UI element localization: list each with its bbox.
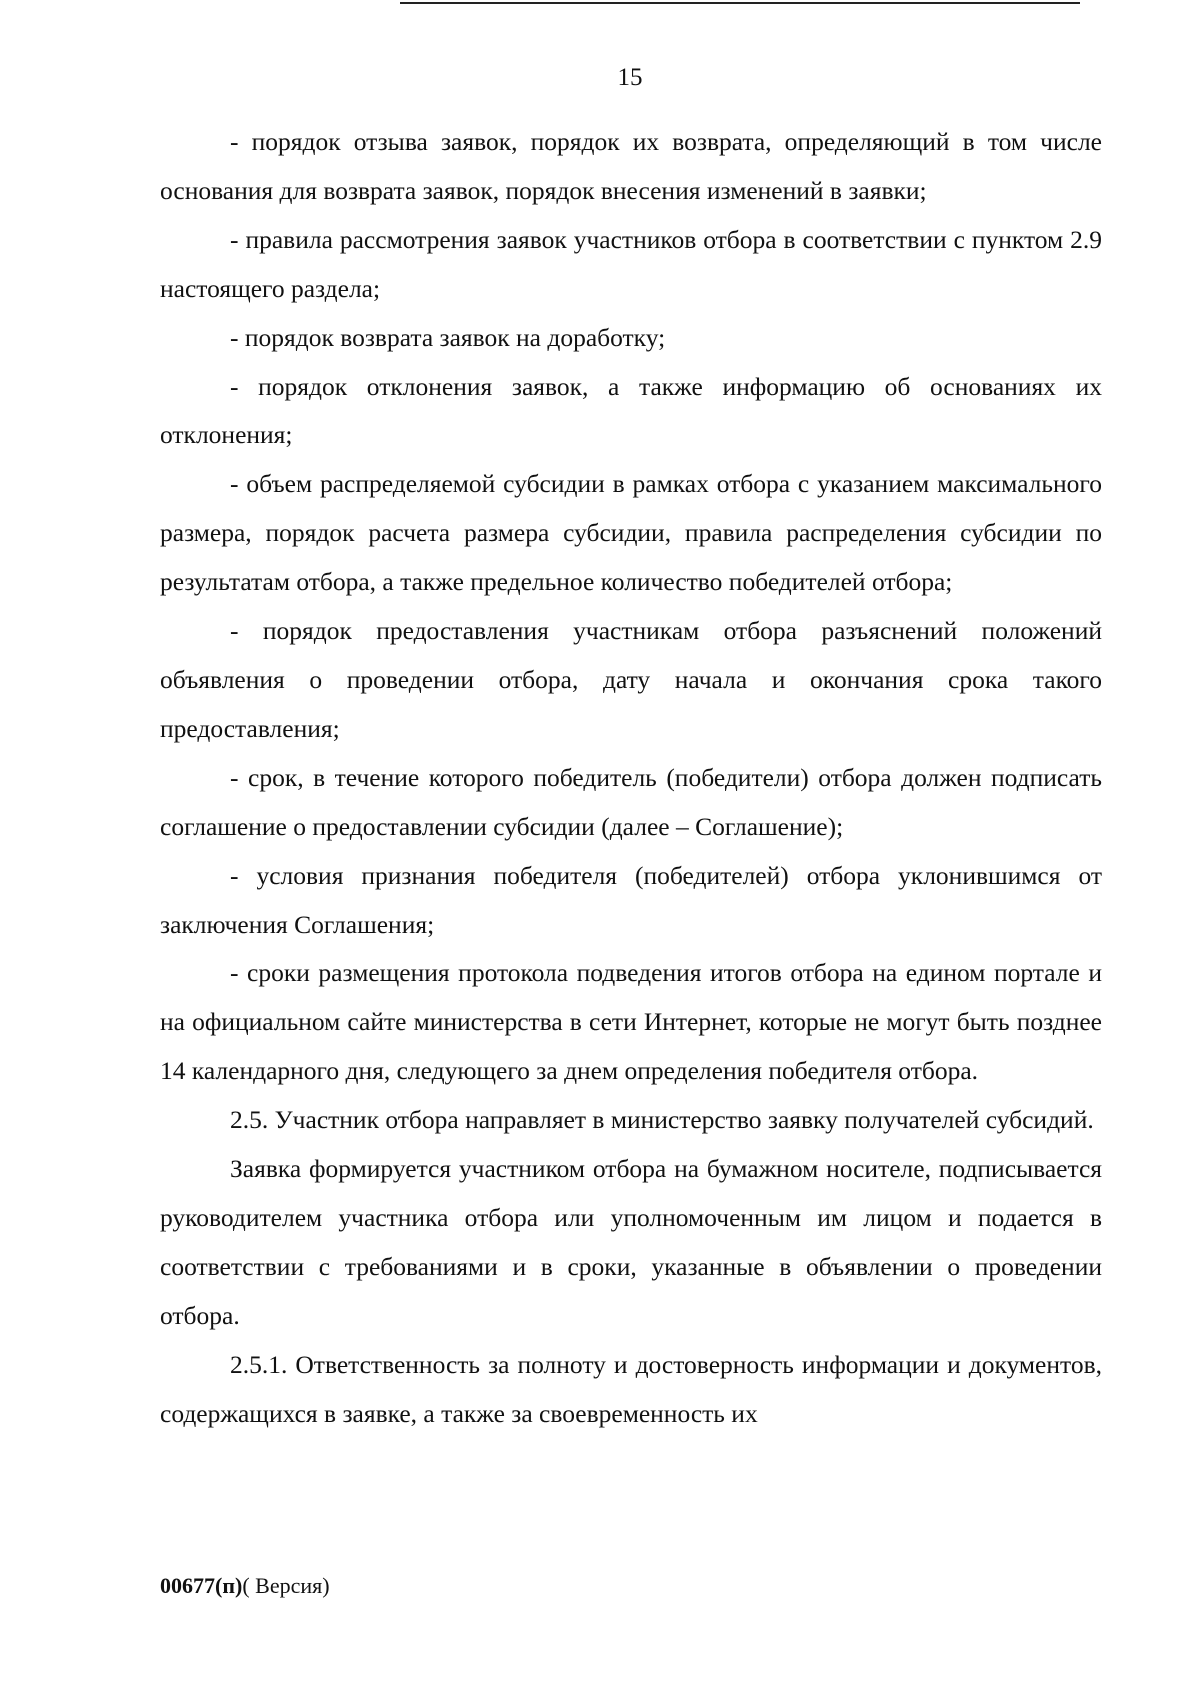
paragraph: Заявка формируется участником отбора на бумажном носителе, подписывается руководителем участника отбора или уполномоченным им лицом и подается в соответствии с требованиями и в сроки, указанные в объявлении о проведении отбора. [160, 1154, 1102, 1330]
paragraph: 2.5.1. Ответственность за полноту и достоверность информации и документов, содержащихся в заявке, а также за своевременность их [160, 1349, 1102, 1428]
document-footer [160, 1573, 330, 1599]
paragraph: - условия признания победителя (победителей) отбора уклонившимся от заключения Соглашения; [160, 860, 1102, 939]
paragraph: - порядок отклонения заявок, а также информацию об основаниях их отклонения; [160, 371, 1102, 450]
top-rule [400, 2, 1080, 4]
document-code: 00677(п) [160, 1573, 243, 1598]
paragraph: - порядок возврата заявок на доработку; [230, 322, 666, 352]
paragraph: - сроки размещения протокола подведения итогов отбора на едином портале и на официальном сайте министерства в сети Интернет, которые не могут быть позднее 14 календарного дня, следующего за днем определения победителя отбора. [160, 958, 1102, 1086]
paragraph: - порядок отзыва заявок, порядок их возврата, определяющий в том числе основания для возврата заявок, порядок внесения изменений в заявки; [160, 127, 1102, 205]
page-number: 15 [617, 64, 643, 91]
paragraph: - объем распределяемой субсидии в рамках отбора с указанием максимального размера, порядок расчета размера субсидии, правила распределения субсидии по результатам отбора, а также предельное количество победителей отбора; [160, 469, 1102, 597]
paragraph: - срок, в течение которого победитель (победители) отбора должен подписать соглашение о предоставлении субсидии (далее – Соглашение); [160, 762, 1102, 841]
document-version: ( Версия) [242, 1573, 330, 1598]
paragraph: - правила рассмотрения заявок участников отбора в соответствии с пунктом 2.9 настоящего раздела; [160, 224, 1102, 303]
paragraph: 2.5. Участник отбора направляет в министерство заявку получателей субсидий. [230, 1105, 1094, 1135]
document-body [160, 118, 1102, 1438]
paragraph: - порядок предоставления участникам отбора разъяснений положений объявления о проведении отбора, дату начала и окончания срока такого предоставления; [160, 616, 1102, 743]
